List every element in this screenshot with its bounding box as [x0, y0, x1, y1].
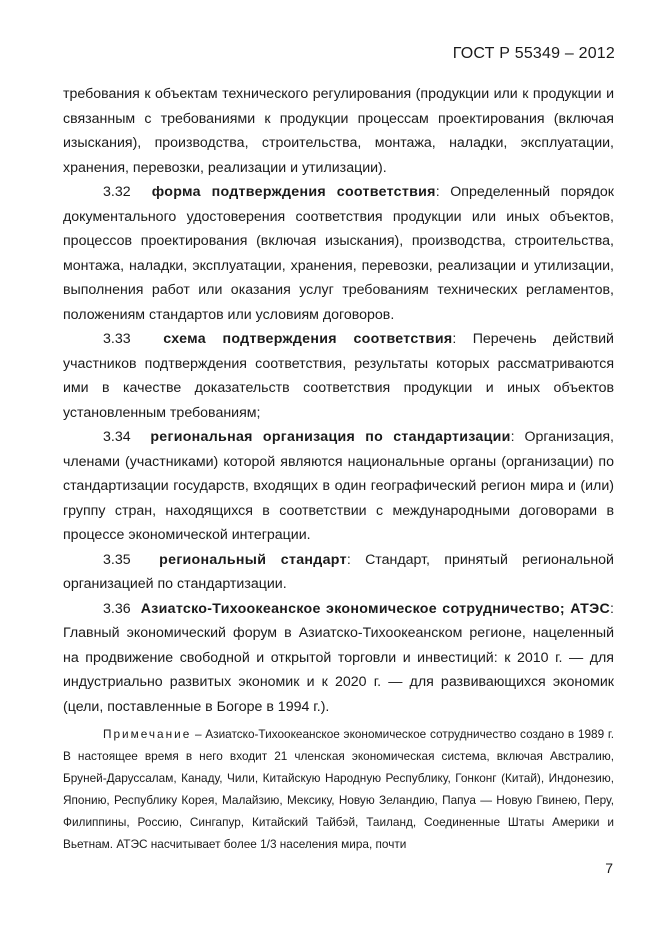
note-text: – Азиатско-Тихоокеанское экономическое сотрудничество создано в 1989 г. В настоящее время в него входит 21 членская экономическая система, включая Австралию, Бруней-Даруссалам, Канаду, Чили, Китайскую Народную Республику, Гонконг (Китай), Индонезию, Японию, Республику Корея, Малайзию, Мексику, Новую Зеландию, Папуа — Новую Гвинею, Перу, Филиппины, Россию, Сингапур, Китайский Тайбэй, Таиланд, Соединенные Штаты Америки и Вьетнам. АТЭС насчитывает более 1/3 населения мира, почти: [63, 727, 614, 851]
page-number: 7: [605, 860, 613, 876]
definition-text: Главный экономический форум в Азиатско-Тихоокеанском регионе, нацеленный на продвижение свободной и открытой торговли и инвестиций: к 2010 г. — для индустриально развитых экономик и к 2020 г. — для развивающихся экономик (цели, поставленные в Богоре в 1994 г.).: [63, 625, 614, 715]
term-separator: :: [610, 600, 614, 617]
term: схема подтверждения соответствия: [163, 331, 453, 347]
item-number: 3.35: [103, 551, 131, 568]
term-separator: :: [435, 184, 440, 200]
item-number: 3.36: [103, 600, 131, 617]
definition-3-34: [63, 425, 614, 548]
definition-3-36: [63, 597, 614, 720]
term-separator: :: [346, 551, 351, 568]
document-body: [63, 82, 614, 855]
definition-3-32: [63, 180, 614, 327]
note-label: Примечание: [103, 727, 192, 741]
note-paragraph: [63, 723, 614, 855]
definition-text: Перечень действий участников подтверждения соответствия, результаты которых рассматриваются ими в качестве доказательств соответствия продукции и иных объектов установленным требованиям;: [63, 331, 614, 421]
definition-text: Организация, членами (участниками) которой являются национальные органы (организации) по стандартизации государств, входящих в один географический регион мира и (или) группу стран, находящихся в соответствии с международными договорами в процессе экономической интеграции.: [63, 429, 614, 543]
term-separator: :: [452, 331, 457, 347]
item-number: 3.32: [103, 184, 131, 200]
document-id: ГОСТ Р 55349 – 2012: [452, 45, 615, 62]
item-number: 3.33: [103, 331, 131, 347]
term: региональная организация по стандартизации: [150, 429, 511, 445]
intro-paragraph: требования к объектам технического регулирования (продукции или к продукции и связанным с требованиями к продукции процессам проектирования (включая изыскания), производства, строительства, монтажа, наладки, эксплуатации, хранения, перевозки, реализации и утилизации).: [63, 86, 614, 176]
definition-3-33: [63, 327, 614, 425]
term: региональный стандарт: [159, 551, 347, 568]
term: Азиатско-Тихоокеанское экономическое сотрудничество; АТЭС: [140, 600, 611, 617]
term: форма подтверждения соответствия: [151, 184, 436, 200]
definition-3-35: [63, 548, 614, 597]
term-separator: :: [510, 429, 515, 445]
definition-text: Определенный порядок документального удостоверения соответствия продукции или иных объектов, процессов проектирования (включая изыскания), производства, строительства, монтажа, наладки, эксплуатации, хранения, перевозки, реализации и утилизации, выполнения работ или оказания услуг требованиям технических регламентов, положениям стандартов или условиям договоров.: [63, 184, 614, 323]
definition-text: Стандарт, принятый региональной организацией по стандартизации.: [63, 551, 614, 592]
item-number: 3.34: [103, 429, 131, 445]
